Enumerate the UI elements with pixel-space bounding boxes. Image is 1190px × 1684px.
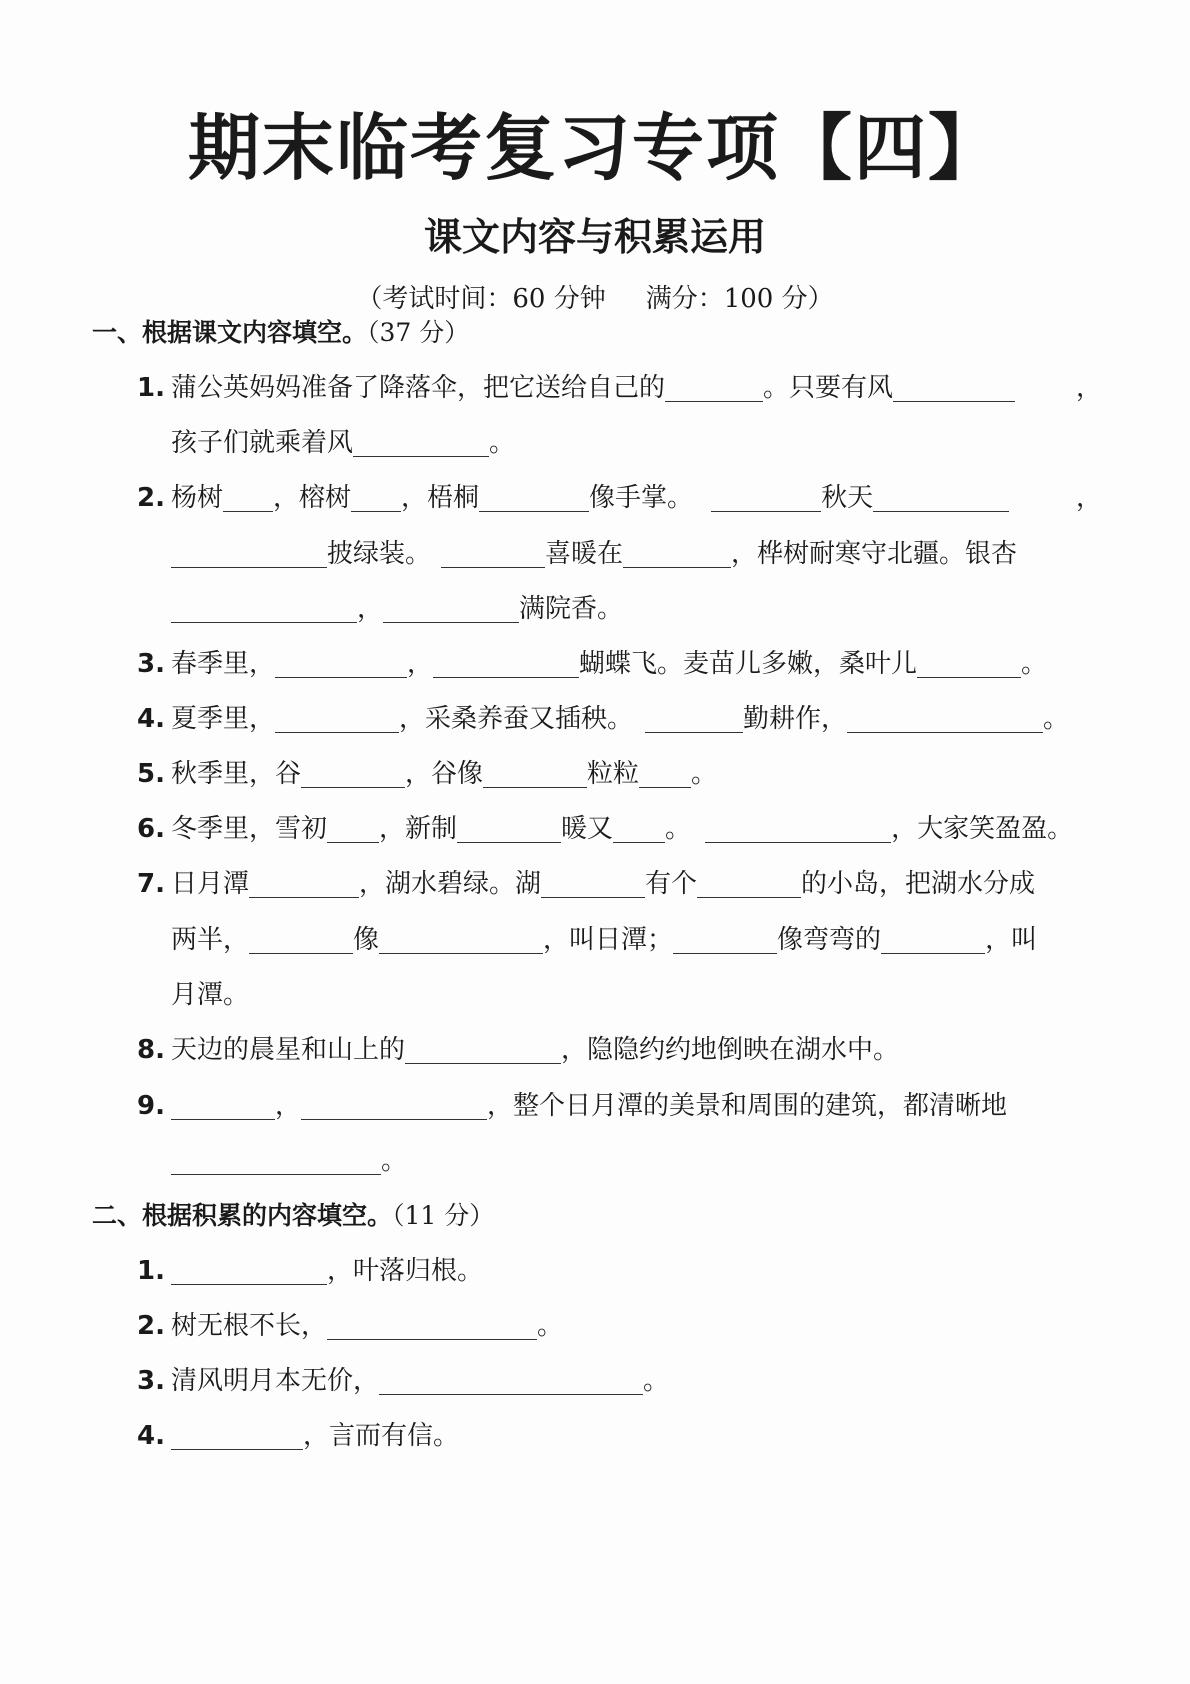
- s2-q4-line: [137, 1423, 459, 1450]
- answer-blank[interactable]: [613, 816, 665, 843]
- answer-blank[interactable]: [541, 871, 645, 898]
- question-text: 蝴蝶飞。麦苗儿多嫩，桑叶儿: [579, 649, 918, 679]
- answer-blank[interactable]: [171, 1093, 275, 1120]
- question-text: ，: [275, 1091, 302, 1121]
- answer-blank[interactable]: [327, 1313, 537, 1340]
- answer-blank[interactable]: [249, 871, 359, 898]
- section-1-heading: [92, 320, 469, 345]
- question-text: 两半，: [171, 925, 250, 955]
- question-text: 蒲公英妈妈准备了降落伞，把它送给自己的: [171, 373, 666, 403]
- question-number: 2.: [137, 483, 165, 513]
- question-text: 秋天: [821, 483, 874, 513]
- answer-blank[interactable]: [379, 1368, 643, 1395]
- s1-q3-line: [137, 651, 1047, 678]
- question-text: 。: [1043, 704, 1070, 734]
- answer-blank[interactable]: [353, 430, 489, 457]
- s1-q6-line: [137, 816, 1073, 843]
- question-text: ，: [357, 594, 384, 624]
- question-text: ，大家笑盈盈。: [891, 814, 1074, 844]
- question-number: 7.: [137, 869, 165, 899]
- question-text: 有个: [645, 869, 698, 899]
- answer-blank[interactable]: [171, 596, 357, 623]
- answer-blank[interactable]: [249, 927, 353, 954]
- answer-blank[interactable]: [673, 927, 777, 954]
- question-text: ，整个日月潭的美景和周围的建筑，都清晰地: [487, 1091, 1008, 1121]
- question-text: 。: [537, 1311, 564, 1341]
- question-text: 夏季里，: [171, 704, 276, 734]
- question-text: 。只要有风: [763, 373, 894, 403]
- question-text: ，桦树耐寒守北疆。银杏: [731, 539, 1018, 569]
- question-number: 9.: [137, 1091, 165, 1121]
- question-text: ，: [1075, 373, 1102, 403]
- exam-time: （考试时间：60 分钟: [356, 284, 606, 314]
- question-text: 像手掌。: [589, 483, 694, 513]
- page-title: 期末临考复习专项【四】: [187, 106, 1002, 190]
- question-text: 的小岛，把湖水分成: [801, 869, 1036, 899]
- question-text: ，叫: [985, 925, 1038, 955]
- question-text: ，湖水碧绿。湖: [359, 869, 542, 899]
- answer-blank[interactable]: [881, 927, 985, 954]
- question-text: 清风明月本无价，: [171, 1366, 380, 1396]
- question-text: 披绿装。: [327, 539, 432, 569]
- s1-q5-line: [137, 761, 717, 788]
- answer-blank[interactable]: [457, 816, 561, 843]
- question-number: 8.: [137, 1035, 165, 1065]
- question-text: 日月潭: [171, 869, 250, 899]
- answer-blank[interactable]: [275, 706, 399, 733]
- s1-q8-line: [137, 1037, 899, 1064]
- question-text: 。: [489, 428, 516, 458]
- section-2-heading: [92, 1203, 494, 1228]
- question-text: 像: [353, 925, 380, 955]
- question-number: 2.: [137, 1311, 165, 1341]
- question-text: ，叶落归根。: [327, 1256, 484, 1286]
- page-subtitle: 课文内容与积累运用: [423, 215, 766, 259]
- question-text: 。: [381, 1146, 408, 1176]
- s2-q1-line: [137, 1258, 483, 1285]
- question-text: 月潭。: [171, 980, 250, 1010]
- s1-q9-line1: [137, 1093, 1007, 1120]
- answer-blank[interactable]: [847, 706, 1043, 733]
- answer-blank[interactable]: [433, 651, 579, 678]
- question-text: 喜暖在: [545, 539, 624, 569]
- question-text: 满院香。: [519, 594, 624, 624]
- answer-blank[interactable]: [639, 761, 691, 788]
- question-text: ，梧桐: [401, 483, 480, 513]
- answer-blank[interactable]: [171, 1423, 303, 1450]
- answer-blank[interactable]: [301, 761, 405, 788]
- section-1-title: 一、根据课文内容填空。: [92, 318, 368, 347]
- s2-q3-line: [137, 1368, 669, 1395]
- s1-q7-line1: [137, 871, 1035, 898]
- question-text: 杨树: [171, 483, 224, 513]
- question-text: 像弯弯的: [777, 925, 882, 955]
- s1-q4-line: [137, 706, 1069, 733]
- answer-blank[interactable]: [665, 375, 763, 402]
- question-text: 树无根不长，: [171, 1311, 328, 1341]
- question-text: 孩子们就乘着风: [171, 428, 354, 458]
- s1-q7-line2: [171, 927, 1037, 954]
- answer-blank[interactable]: [917, 651, 1021, 678]
- question-text: ，新制: [379, 814, 458, 844]
- answer-blank[interactable]: [441, 541, 545, 568]
- answer-blank[interactable]: [483, 761, 587, 788]
- question-text: ，叫日潭；: [543, 925, 674, 955]
- question-text: 。: [691, 759, 718, 789]
- s1-q9-line2: [171, 1148, 407, 1175]
- question-text: 粒粒: [587, 759, 640, 789]
- question-text: 天边的晨星和山上的: [171, 1035, 406, 1065]
- s1-q1-line1: [137, 375, 1015, 402]
- question-number: 1.: [137, 373, 165, 403]
- section-2-score: （11 分）: [392, 1201, 495, 1230]
- answer-blank[interactable]: [171, 1258, 327, 1285]
- answer-blank[interactable]: [479, 485, 589, 512]
- question-text: 勤耕作，: [743, 704, 848, 734]
- answer-blank[interactable]: [623, 541, 731, 568]
- answer-blank[interactable]: [327, 816, 379, 843]
- question-text: ，谷像: [405, 759, 484, 789]
- section-2-title: 二、根据积累的内容填空。: [92, 1201, 393, 1230]
- question-text: ，言而有信。: [303, 1421, 460, 1451]
- question-number: 1.: [137, 1256, 165, 1286]
- answer-blank[interactable]: [697, 871, 801, 898]
- question-number: 6.: [137, 814, 165, 844]
- answer-blank[interactable]: [893, 375, 1015, 402]
- s1-q2-end: [1076, 485, 1102, 511]
- question-text: 。: [643, 1366, 670, 1396]
- answer-blank[interactable]: [275, 651, 407, 678]
- s2-q2-line: [137, 1313, 563, 1340]
- answer-blank[interactable]: [705, 816, 891, 843]
- question-text: 。: [665, 814, 692, 844]
- question-text: ，榕树: [273, 483, 352, 513]
- question-number: 3.: [137, 1366, 165, 1396]
- question-text: ，采桑养蚕又插秧。: [399, 704, 634, 734]
- question-text: ，隐隐约约地倒映在湖水中。: [561, 1035, 900, 1065]
- question-text: 秋季里，谷: [171, 759, 302, 789]
- question-text: ，: [407, 649, 434, 679]
- answer-blank[interactable]: [379, 927, 543, 954]
- question-text: ，: [1075, 483, 1102, 513]
- answer-blank[interactable]: [223, 485, 273, 512]
- section-1-score: （37 分）: [367, 318, 470, 347]
- question-number: 4.: [137, 704, 165, 734]
- answer-blank[interactable]: [383, 596, 519, 623]
- answer-blank[interactable]: [351, 485, 401, 512]
- s1-q2-line3: [171, 596, 623, 623]
- answer-blank[interactable]: [711, 485, 821, 512]
- answer-blank[interactable]: [405, 1037, 561, 1064]
- question-text: 暖又: [561, 814, 614, 844]
- question-number: 4.: [137, 1421, 165, 1451]
- question-text: 春季里，: [171, 649, 276, 679]
- question-text: 。: [1021, 649, 1048, 679]
- s1-q2-line2: [171, 541, 1017, 568]
- s1-q1-end: [1076, 375, 1102, 401]
- exam-info: [0, 286, 1190, 312]
- s1-q1-line2: [171, 430, 515, 457]
- answer-blank[interactable]: [171, 541, 327, 568]
- s1-q2-line1: [137, 485, 1009, 512]
- answer-blank[interactable]: [873, 485, 1009, 512]
- exam-score: 满分：100 分）: [645, 284, 834, 314]
- answer-blank[interactable]: [171, 1148, 381, 1175]
- answer-blank[interactable]: [301, 1093, 487, 1120]
- question-text: 冬季里，雪初: [171, 814, 328, 844]
- answer-blank[interactable]: [645, 706, 743, 733]
- question-number: 5.: [137, 759, 165, 789]
- s1-q7-line3: [171, 982, 249, 1008]
- question-number: 3.: [137, 649, 165, 679]
